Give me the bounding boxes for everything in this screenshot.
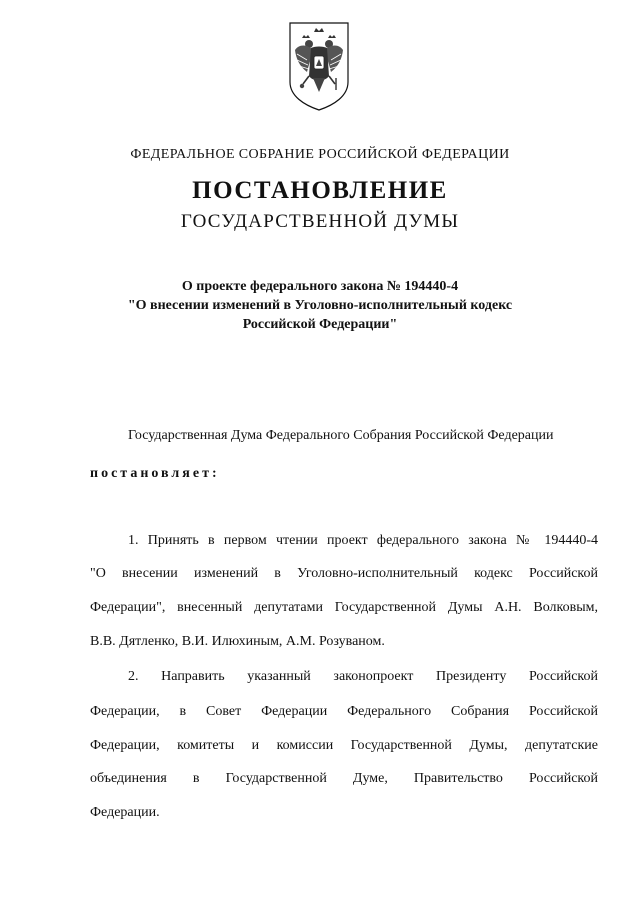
point-1-line: Федерации", внесенный депутатами Государственной Думы А.Н. Волковым, [90, 600, 598, 615]
russian-coat-of-arms-icon [287, 20, 351, 112]
document-subject [0, 277, 640, 334]
point-2-line: Федерации, комитеты и комиссии Государственной Думы, депутатские [90, 738, 598, 753]
point-2-line: Федерации. [90, 805, 160, 820]
preamble-text: Государственная Дума Федерального Собрания Российской Федерации [128, 428, 554, 443]
point-1-line: В.В. Дятленко, В.И. Илюхиным, А.М. Розуваном. [90, 634, 385, 649]
document-subtitle: ГОСУДАРСТВЕННОЙ ДУМЫ [180, 211, 460, 232]
subject-line: "О внесении изменений в Уголовно-исполнительный кодекс [127, 298, 513, 313]
document-title: ПОСТАНОВЛЕНИЕ [192, 177, 448, 204]
decree-word: постановляет: [90, 466, 220, 481]
organization-name: ФЕДЕРАЛЬНОЕ СОБРАНИЕ РОССИЙСКОЙ ФЕДЕРАЦИИ [130, 147, 510, 162]
point-2-line: Федерации, в Совет Федерации Федерального Собрания Российской [90, 704, 598, 719]
point-1-line: 1. Принять в первом чтении проект федерального закона № 194440-4 [128, 533, 598, 548]
point-2-line: 2. Направить указанный законопроект Президенту Российской [128, 669, 598, 684]
subject-line: О проекте федерального закона № 194440-4 [181, 279, 459, 294]
point-1-line: "О внесении изменений в Уголовно-исполнительный кодекс Российской [90, 566, 598, 581]
subject-line: Российской Федерации" [242, 317, 398, 332]
point-2-line: объединения в Государственной Думе, Правительство Российской [90, 771, 598, 786]
